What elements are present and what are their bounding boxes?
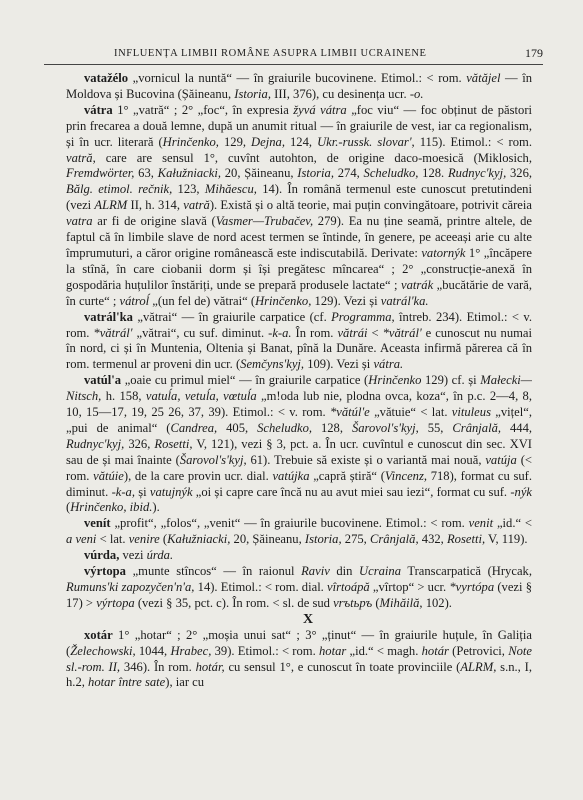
- entry-vyrtopa: výrtopa „munte stîncos“ — în raionul Raviv din Ucraina Transcarpatică (Hrycak, Rumuns'ki zapozyčen'n'a, 14). Etimol.: < rom. dial. vîrtoápă „vîrtop“ > ucr. *vyrtópa (vezi § 17) > výrtopa (vezi § 35, pct. c). În rom. < sl. de sud vrъtьръ (Mihăilă, 102).: [66, 564, 533, 610]
- section-letter-heading: X: [302, 611, 314, 627]
- entry-vatazelo: vatažélo „vornicul la nuntă“ — în graiurile bucovinene. Etimol.: < rom. vătăjel — în Moldova și Bucovina (Șăineanu, Istoria, III, 376), cu desinența ucr. -o.: [66, 71, 533, 101]
- entry-vatra: vátra 1° „vatră“ ; 2° „foc“, în expresia žyvá vátra „foc viu“ — foc obținut de păstori prin frecarea a două lemne, după un anumit ritual — în graiurile de vest, iar ca regionalism, și în ucr. literară (Hrinčenko, 129, Dejna, 124, Ukr.-russk. slovar', 115). Etimol.: < rom. vatră, care are sensul 1°, cuvînt autohton, de origine daco-moesică (Miklosich, Fremdwörter, 63, Kałužniacki, 20, Șăineanu, Istoria, 274, Scheludko, 128. Rudnyc'kyj, 326, Bălg. etimol. rečnik, 123, Mihăescu, 14). În română termenul este cunoscut pretutindeni (vezi ALRM II, h. 314, vatră). Există și o altă teorie, mai puțin convingătoare, potrivit căreia vatra ar fi de origine slavă (Vasmer—Trubačev, 279). Ea nu ține seamă, printre altele, de faptul că în limbile slave de nord acest termen se întinde, în genere, pe aceeași arie cu alte împrumuturi, a căror origine românească este indiscutabilă. Derivate: vatornýk 1° „încăpere la stînă, în care ciobanii dorm și își pregătesc mîncarea“ ; 2° „construcție-anexă în gospodăria huțulilor înstăriți, unde se prepară produsele lactate“ ; vatrák „bucătărie de vară, în curte“ ; vátroĺ „(un fel de) vătrai“ (Hrinčenko, 129). Vezi și vatrál'ka.: [66, 102, 533, 308]
- dictionary-body: [66, 71, 532, 691]
- entry-vurda: vúrda, vezi úrda.: [84, 548, 174, 563]
- running-header: [44, 46, 543, 65]
- entry-vatralka: vatrál'ka „vătrai“ — în graiurile carpatice (cf. Programma, întreb. 234). Etimol.: < v. rom. *vătrál' „vătrai“, cu suf. diminut. -k-a. În rom. vătrái < *vătrál' e cunoscut nu numai în nord, ci și în Muntenia, Oltenia și Banat, pînă la Dunăre. Aceasta infirmă părerea că în rom. termenul ar proveni din ucr. (Semčyns'kyj, 109). Vezi și vátra.: [66, 309, 533, 372]
- running-title: INFLUENȚA LIMBII ROMÂNE ASUPRA LIMBII UCRAINENE: [114, 48, 427, 59]
- entry-venit: venít „profit“, „folos“, „venit“ — în graiurile bucovinene. Etimol.: < rom. venit „id.“ < a veni < lat. venire (Kałužniacki, 20, Șăineanu, Istoria, 275, Crânjală, 432, Rosetti, V, 119).: [66, 516, 532, 547]
- entry-vatula: vatúl'a „oaie cu primul miel“ — în graiurile carpatice (Hrinčenko 129) cf. și Małecki—Nitsch, h. 158, vatuĺa, vetuĺa, vœtuĺa „m!oda lub nie, plodna ovca, koza“, în p.c. 2—4, 8, 10, 15—17, 19, 25 26, 37, 39). Etimol.: < v. rom. *vătúl'e „vătuie“ < lat. vituleus „vițel“, „pui de animal“ (Candrea, 405, Scheludko, 128, Šarovol's'kyj, 55, Crânjală, 444, Rudnyc'kyj, 326, Rosetti, V, 121), vezi § 3, pct. a. În ucr. cuvîntul e cunoscut din sec. XVI sau de și mai înainte (Šarovol's'kyj, 61). Trebuie să existe și o variantă mai nouă, vatúja (< rom. vătúie), de la care provin ucr. dial. vatújka „capră știră“ (Vincenz, 718), format cu suf. diminut. -k-a, și vatujnýk „oi și capre care încă nu au avut miei sau iezi“, format cu suf. -nýk (Hrinčenko, ibid.).: [66, 373, 533, 515]
- page-number: 179: [525, 46, 543, 60]
- entry-xotar: xotár 1° „hotar“ ; 2° „moșia unui sat“ ; 3° „ținut“ — în graiurile huțule, în Galiția (Želechowski, 1044, Hrabec, 39). Etimol.: < rom. hotar „id.“ < magh. hotár (Petrovici, Note sl.-rom. II, 346). În rom. hotár, cu sensul 1°, e cunoscut în toate provinciile (ALRM, s.n., I, h.2, hotar între sate), iar cu: [66, 627, 532, 690]
